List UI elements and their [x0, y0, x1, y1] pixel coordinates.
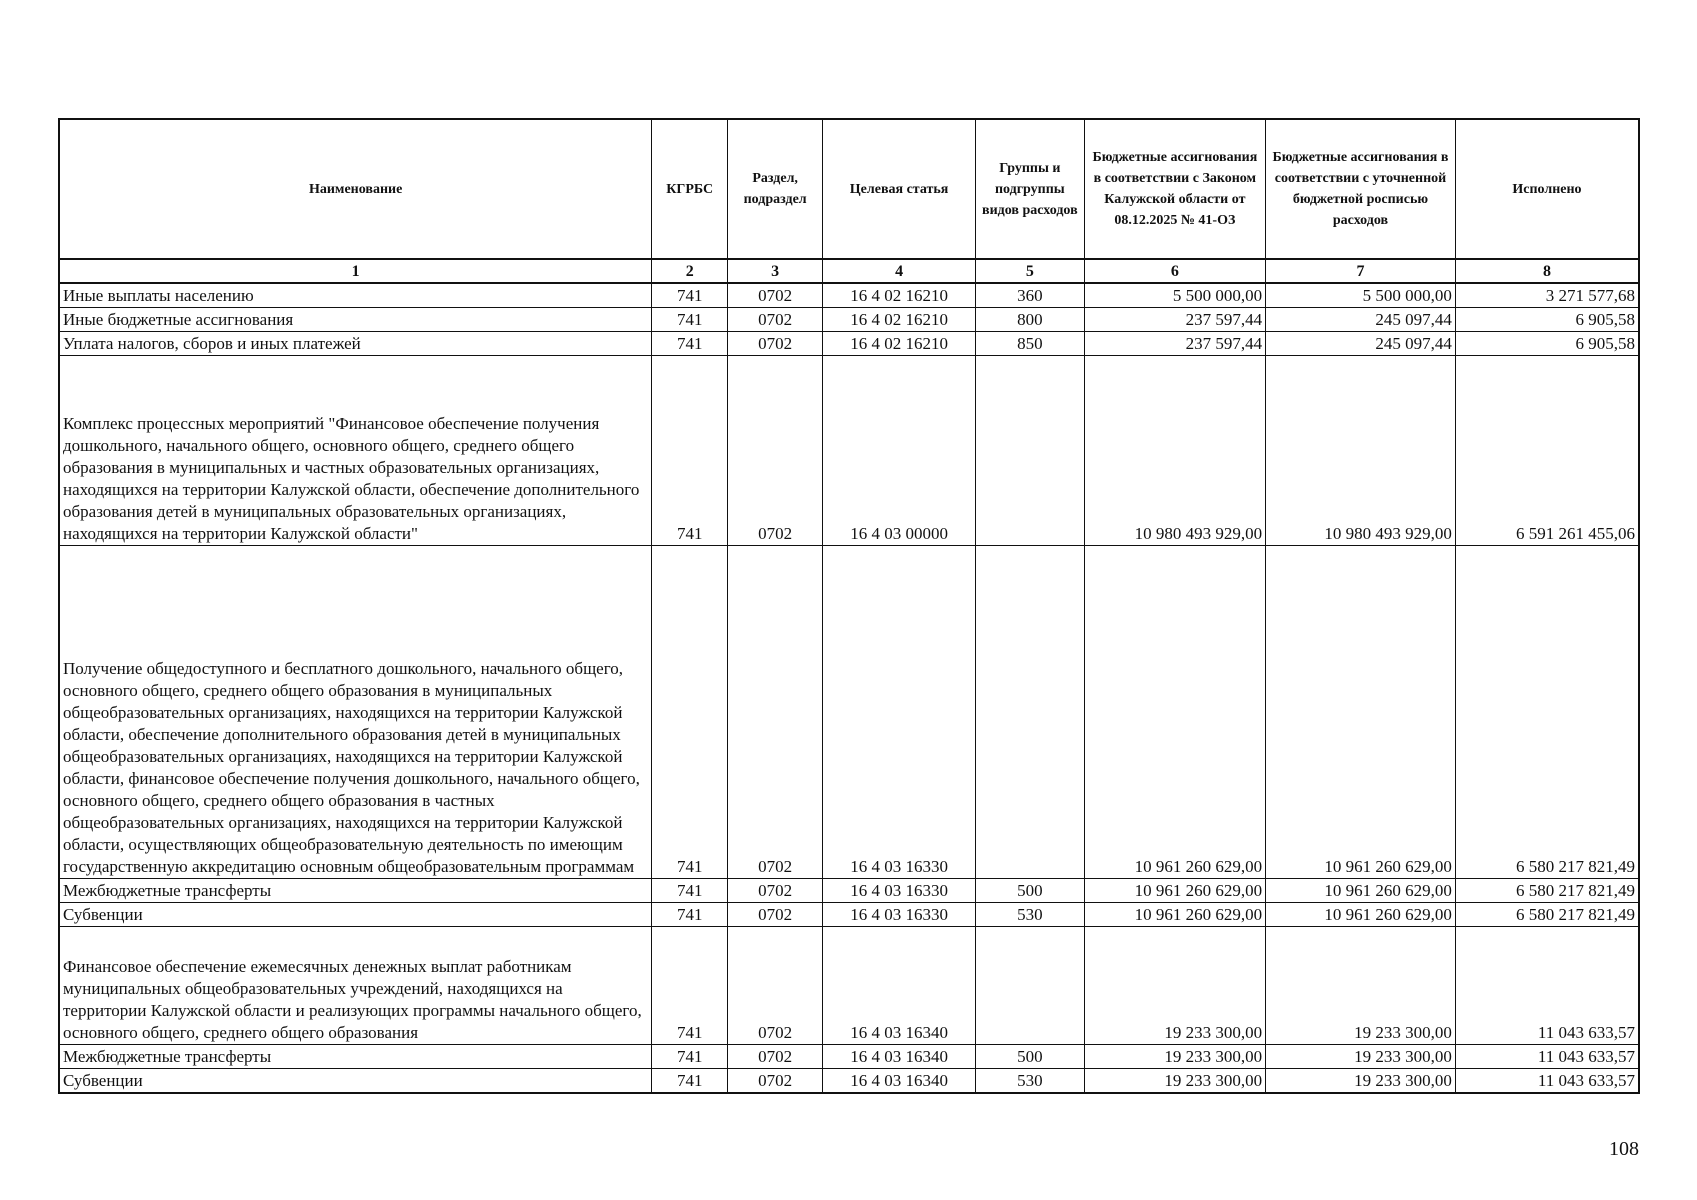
header-executed: Исполнено [1455, 119, 1639, 259]
row-section: 0702 [728, 308, 823, 332]
header-refined: Бюджетные ассигнования в соответствии с уточненной бюджетной росписью расходов [1266, 119, 1456, 259]
table-row [59, 1045, 1639, 1069]
row-section: 0702 [728, 879, 823, 903]
row-kgrbs: 741 [652, 1045, 728, 1069]
row-group: 530 [976, 903, 1085, 927]
row-target: 16 4 03 16340 [823, 1069, 976, 1094]
row-group [976, 356, 1085, 546]
row-law-amount: 10 961 260 629,00 [1084, 546, 1265, 879]
row-target: 16 4 02 16210 [823, 332, 976, 356]
row-target: 16 4 03 16330 [823, 546, 976, 879]
table-row [59, 879, 1639, 903]
row-section: 0702 [728, 356, 823, 546]
row-law-amount: 10 961 260 629,00 [1084, 903, 1265, 927]
column-number: 2 [652, 259, 728, 283]
page-number: 108 [1609, 1138, 1639, 1160]
column-number: 4 [823, 259, 976, 283]
column-number: 5 [976, 259, 1085, 283]
row-group: 500 [976, 1045, 1085, 1069]
budget-table [58, 118, 1640, 1094]
row-executed-amount: 6 580 217 821,49 [1455, 879, 1639, 903]
row-law-amount: 5 500 000,00 [1084, 283, 1265, 308]
row-law-amount: 237 597,44 [1084, 332, 1265, 356]
table-row [59, 332, 1639, 356]
row-section: 0702 [728, 1045, 823, 1069]
row-name: Межбюджетные трансферты [59, 1045, 652, 1069]
row-refined-amount: 19 233 300,00 [1266, 1045, 1456, 1069]
row-executed-amount: 6 905,58 [1455, 308, 1639, 332]
column-number: 1 [59, 259, 652, 283]
row-law-amount: 19 233 300,00 [1084, 1045, 1265, 1069]
row-refined-amount: 245 097,44 [1266, 332, 1456, 356]
row-kgrbs: 741 [652, 546, 728, 879]
row-target: 16 4 03 00000 [823, 356, 976, 546]
row-name: Финансовое обеспечение ежемесячных денежных выплат работникам муниципальных общеобразовательных учреждений, находящихся на территории Калужской области и реализующих программы начального общего, основного общего, среднего общего образования [59, 927, 652, 1045]
row-group: 850 [976, 332, 1085, 356]
table-row [59, 1069, 1639, 1094]
row-target: 16 4 03 16340 [823, 927, 976, 1045]
row-executed-amount: 6 580 217 821,49 [1455, 546, 1639, 879]
row-kgrbs: 741 [652, 356, 728, 546]
row-executed-amount: 3 271 577,68 [1455, 283, 1639, 308]
row-target: 16 4 03 16330 [823, 903, 976, 927]
row-law-amount: 19 233 300,00 [1084, 927, 1265, 1045]
row-executed-amount: 6 905,58 [1455, 332, 1639, 356]
header-name: Наименование [59, 119, 652, 259]
row-name: Межбюджетные трансферты [59, 879, 652, 903]
row-group [976, 546, 1085, 879]
row-section: 0702 [728, 546, 823, 879]
row-kgrbs: 741 [652, 903, 728, 927]
row-kgrbs: 741 [652, 1069, 728, 1094]
row-refined-amount: 5 500 000,00 [1266, 283, 1456, 308]
row-law-amount: 19 233 300,00 [1084, 1069, 1265, 1094]
row-target: 16 4 03 16330 [823, 879, 976, 903]
row-executed-amount: 6 591 261 455,06 [1455, 356, 1639, 546]
header-target: Целевая статья [823, 119, 976, 259]
row-refined-amount: 10 980 493 929,00 [1266, 356, 1456, 546]
row-kgrbs: 741 [652, 879, 728, 903]
table-row [59, 927, 1639, 1045]
table-row [59, 308, 1639, 332]
row-group: 530 [976, 1069, 1085, 1094]
column-number: 8 [1455, 259, 1639, 283]
row-refined-amount: 19 233 300,00 [1266, 1069, 1456, 1094]
row-executed-amount: 11 043 633,57 [1455, 1069, 1639, 1094]
table-row [59, 356, 1639, 546]
header-kgrbs: КГРБС [652, 119, 728, 259]
row-target: 16 4 02 16210 [823, 308, 976, 332]
row-refined-amount: 10 961 260 629,00 [1266, 879, 1456, 903]
row-section: 0702 [728, 927, 823, 1045]
header-law: Бюджетные ассигнования в соответствии с Законом Калужской области от 08.12.2025 № 41-ОЗ [1084, 119, 1265, 259]
row-executed-amount: 11 043 633,57 [1455, 1045, 1639, 1069]
column-number: 7 [1266, 259, 1456, 283]
header-groups: Группы и подгруппы видов расходов [976, 119, 1085, 259]
row-name: Получение общедоступного и бесплатного дошкольного, начального общего, основного общего, среднего общего образования в муниципальных общеобразовательных организациях, находящихся на территории Калужской области, обеспечение дополнительного образования детей в муниципальных общеобразовательных организациях, находящихся на территории Калужской области, финансовое обеспечение получения дошкольного, начального общего, основного общего, среднего общего образования в частных общеобразовательных организациях, находящихся на территории Калужской области, осуществляющих общеобразовательную деятельность по имеющим государственную аккредитацию основным общеобразовательным программам [59, 546, 652, 879]
row-name: Субвенции [59, 1069, 652, 1094]
header-section: Раздел, подраздел [728, 119, 823, 259]
row-section: 0702 [728, 1069, 823, 1094]
table-row [59, 283, 1639, 308]
row-executed-amount: 6 580 217 821,49 [1455, 903, 1639, 927]
row-name: Субвенции [59, 903, 652, 927]
row-refined-amount: 245 097,44 [1266, 308, 1456, 332]
table-row [59, 546, 1639, 879]
row-law-amount: 10 980 493 929,00 [1084, 356, 1265, 546]
column-number: 3 [728, 259, 823, 283]
column-number-row [59, 259, 1639, 283]
row-target: 16 4 02 16210 [823, 283, 976, 308]
row-group: 360 [976, 283, 1085, 308]
row-name: Иные бюджетные ассигнования [59, 308, 652, 332]
row-section: 0702 [728, 332, 823, 356]
column-number: 6 [1084, 259, 1265, 283]
table-row [59, 903, 1639, 927]
row-kgrbs: 741 [652, 927, 728, 1045]
row-section: 0702 [728, 283, 823, 308]
row-name: Уплата налогов, сборов и иных платежей [59, 332, 652, 356]
row-group: 500 [976, 879, 1085, 903]
row-law-amount: 237 597,44 [1084, 308, 1265, 332]
row-section: 0702 [728, 903, 823, 927]
row-group: 800 [976, 308, 1085, 332]
row-refined-amount: 10 961 260 629,00 [1266, 903, 1456, 927]
row-group [976, 927, 1085, 1045]
row-refined-amount: 10 961 260 629,00 [1266, 546, 1456, 879]
header-row [59, 119, 1639, 259]
row-name: Комплекс процессных мероприятий "Финансовое обеспечение получения дошкольного, начального общего, основного общего, среднего общего образования в муниципальных и частных образовательных организациях, находящихся на территории Калужской области, обеспечение дополнительного образования детей в муниципальных образовательных организациях, находящихся на территории Калужской области" [59, 356, 652, 546]
row-law-amount: 10 961 260 629,00 [1084, 879, 1265, 903]
row-refined-amount: 19 233 300,00 [1266, 927, 1456, 1045]
row-name: Иные выплаты населению [59, 283, 652, 308]
row-kgrbs: 741 [652, 308, 728, 332]
row-target: 16 4 03 16340 [823, 1045, 976, 1069]
row-executed-amount: 11 043 633,57 [1455, 927, 1639, 1045]
row-kgrbs: 741 [652, 283, 728, 308]
row-kgrbs: 741 [652, 332, 728, 356]
